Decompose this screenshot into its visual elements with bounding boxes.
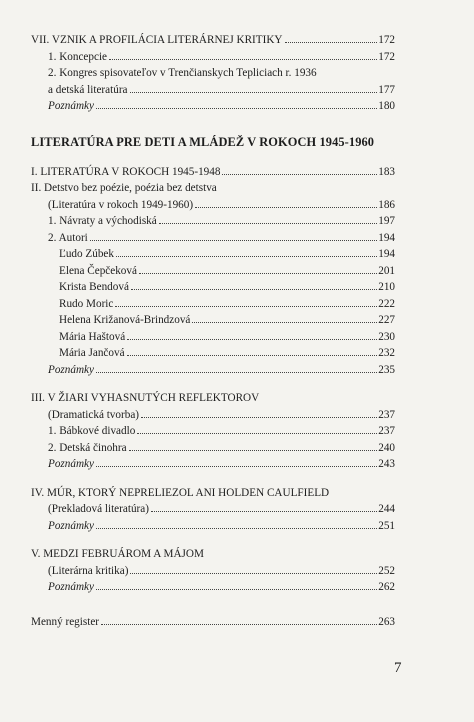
spacer bbox=[31, 378, 395, 390]
table-of-contents bbox=[31, 32, 395, 630]
toc-entry-label: 2. Autori bbox=[48, 231, 88, 244]
toc-entry-page: 235 bbox=[378, 363, 395, 376]
toc-entry-label: Poznámky bbox=[48, 581, 94, 593]
dot-leader bbox=[127, 339, 377, 340]
toc-entry-label: a detská literatúra bbox=[48, 83, 128, 96]
toc-entry-label: Poznámky bbox=[48, 363, 94, 376]
toc-entry-label: 1. Návraty a východiská bbox=[48, 215, 157, 227]
toc-entry[interactable] bbox=[31, 423, 395, 440]
toc-entry-label: II. Detstvo bez poézie, poézia bez detstva bbox=[31, 182, 217, 194]
toc-entry-label: (Dramatická tvorba) bbox=[48, 408, 140, 421]
dot-leader bbox=[96, 528, 377, 529]
toc-entry-part-3[interactable] bbox=[31, 390, 395, 407]
dot-leader bbox=[96, 466, 377, 467]
toc-entry-register[interactable] bbox=[31, 614, 395, 631]
toc-entry-author[interactable] bbox=[31, 296, 395, 313]
toc-entry[interactable] bbox=[31, 440, 395, 457]
dot-leader bbox=[115, 306, 377, 307]
dot-leader bbox=[285, 42, 378, 43]
toc-entry[interactable] bbox=[31, 563, 395, 580]
toc-entry-label: 2. Kongres spisovateľov v Trenčianskych Tepliciach r. 1936 bbox=[48, 67, 317, 79]
toc-entry-label: Mária Haštová bbox=[59, 330, 126, 343]
dot-leader bbox=[90, 240, 377, 241]
toc-entry-page: 251 bbox=[378, 519, 395, 532]
dot-leader bbox=[130, 573, 377, 574]
toc-entry-label: Krista Bendová bbox=[59, 281, 129, 293]
spacer bbox=[31, 473, 395, 485]
dot-leader bbox=[159, 223, 377, 224]
toc-entry-part-5[interactable] bbox=[31, 546, 395, 563]
toc-entry-page: 240 bbox=[378, 441, 395, 454]
toc-entry[interactable] bbox=[31, 230, 395, 247]
toc-entry[interactable] bbox=[31, 407, 395, 424]
toc-entry-label: Poznámky bbox=[48, 519, 94, 532]
toc-entry-page: 230 bbox=[378, 330, 395, 343]
toc-entry-label: 1. Bábkové divadlo bbox=[48, 425, 136, 437]
dot-leader bbox=[151, 511, 377, 512]
toc-entry-page: 180 bbox=[378, 100, 395, 112]
toc-entry-notes[interactable] bbox=[31, 456, 395, 473]
toc-entry-label: (Prekladová literatúra) bbox=[48, 503, 149, 515]
toc-entry-author[interactable] bbox=[31, 312, 395, 329]
toc-entry-page: 201 bbox=[378, 264, 395, 277]
toc-entry-label: Elena Čepčeková bbox=[59, 264, 137, 277]
toc-entry[interactable] bbox=[31, 82, 395, 99]
toc-entry-page: 194 bbox=[378, 231, 395, 244]
toc-entry-page: 243 bbox=[378, 458, 395, 470]
toc-entry-notes[interactable] bbox=[31, 518, 395, 535]
toc-entry-page: 197 bbox=[378, 215, 395, 227]
toc-entry-author[interactable] bbox=[31, 279, 395, 296]
toc-entry-label: (Literatúra v rokoch 1949-1960) bbox=[48, 198, 194, 211]
toc-entry-page: 252 bbox=[378, 564, 395, 577]
toc-entry-notes[interactable] bbox=[31, 362, 395, 379]
dot-leader bbox=[222, 174, 377, 175]
toc-entry-label: I. LITERATÚRA V ROKOCH 1945-1948 bbox=[31, 165, 221, 178]
toc-entry-page: 237 bbox=[378, 425, 395, 437]
toc-entry-notes[interactable] bbox=[31, 98, 395, 115]
toc-entry-label: IV. MÚR, KTORÝ NEPRELIEZOL ANI HOLDEN CAULFIELD bbox=[31, 486, 330, 499]
toc-entry-page: 222 bbox=[378, 297, 395, 310]
toc-entry-page: 183 bbox=[378, 165, 395, 178]
toc-entry-page: 210 bbox=[378, 281, 395, 293]
toc-entry-label: Rudo Moric bbox=[59, 297, 114, 310]
toc-entry[interactable] bbox=[31, 49, 395, 66]
dot-leader bbox=[116, 256, 377, 257]
toc-entry[interactable] bbox=[31, 197, 395, 214]
section-title: LITERATÚRA PRE DETI A MLÁDEŽ V ROKOCH 1945-1960 bbox=[31, 134, 375, 149]
toc-entry-author[interactable] bbox=[31, 263, 395, 280]
toc-entry-page: 232 bbox=[378, 347, 395, 359]
spacer bbox=[31, 596, 395, 614]
toc-entry-page: 227 bbox=[378, 314, 395, 326]
dot-leader bbox=[129, 450, 378, 451]
toc-entry[interactable] bbox=[31, 501, 395, 518]
dot-leader bbox=[195, 207, 377, 208]
toc-entry-label: Helena Križanová-Brindzová bbox=[59, 314, 191, 326]
toc-entry-page: 172 bbox=[378, 34, 395, 46]
toc-entry-notes[interactable] bbox=[31, 579, 395, 596]
dot-leader bbox=[192, 322, 377, 323]
toc-entry-label: VII. VZNIK A PROFILÁCIA LITERÁRNEJ KRITIKY bbox=[31, 34, 283, 46]
dot-leader bbox=[131, 289, 377, 290]
toc-entry-part-2[interactable] bbox=[31, 180, 395, 197]
toc-entry-label: Menný register bbox=[31, 615, 100, 628]
toc-entry-label: Poznámky bbox=[48, 100, 94, 112]
dot-leader bbox=[109, 59, 377, 60]
dot-leader bbox=[139, 273, 377, 274]
toc-entry-label: Ľudo Zúbek bbox=[59, 248, 114, 260]
toc-entry-page: 194 bbox=[378, 248, 395, 260]
toc-entry-page: 262 bbox=[378, 581, 395, 593]
dot-leader bbox=[96, 372, 377, 373]
dot-leader bbox=[141, 417, 377, 418]
toc-entry-label: 1. Koncepcie bbox=[48, 50, 108, 63]
toc-entry-label: V. MEDZI FEBRUÁROM A MÁJOM bbox=[31, 548, 204, 560]
toc-entry-label: III. V ŽIARI VYHASNUTÝCH REFLEKTOROV bbox=[31, 392, 260, 404]
dot-leader bbox=[96, 108, 377, 109]
toc-entry-page: 244 bbox=[378, 503, 395, 515]
toc-entry-label: (Literárna kritika) bbox=[48, 564, 129, 577]
toc-entry[interactable] bbox=[31, 65, 395, 82]
toc-entry-label: Poznámky bbox=[48, 458, 94, 470]
toc-entry-page: 263 bbox=[378, 615, 395, 628]
toc-entry-author[interactable] bbox=[31, 329, 395, 346]
toc-entry-part-4[interactable] bbox=[31, 485, 395, 502]
dot-leader bbox=[130, 92, 378, 93]
toc-entry-part-1[interactable] bbox=[31, 164, 395, 181]
toc-entry-page: 186 bbox=[378, 198, 395, 211]
toc-entry-chapter-7[interactable] bbox=[31, 32, 395, 49]
toc-entry-label: 2. Detská činohra bbox=[48, 441, 127, 454]
dot-leader bbox=[137, 433, 377, 434]
page-number: 7 bbox=[394, 660, 402, 676]
toc-entry-label: Mária Jančová bbox=[59, 347, 125, 359]
dot-leader bbox=[127, 355, 378, 356]
toc-entry-author[interactable] bbox=[31, 345, 395, 362]
toc-entry-page: 172 bbox=[378, 50, 395, 63]
toc-entry-author[interactable] bbox=[31, 246, 395, 263]
dot-leader bbox=[101, 624, 377, 625]
dot-leader bbox=[96, 589, 377, 590]
spacer bbox=[31, 534, 395, 546]
toc-entry-page: 237 bbox=[378, 408, 395, 421]
toc-entry[interactable] bbox=[31, 213, 395, 230]
toc-entry-page: 177 bbox=[378, 83, 395, 96]
